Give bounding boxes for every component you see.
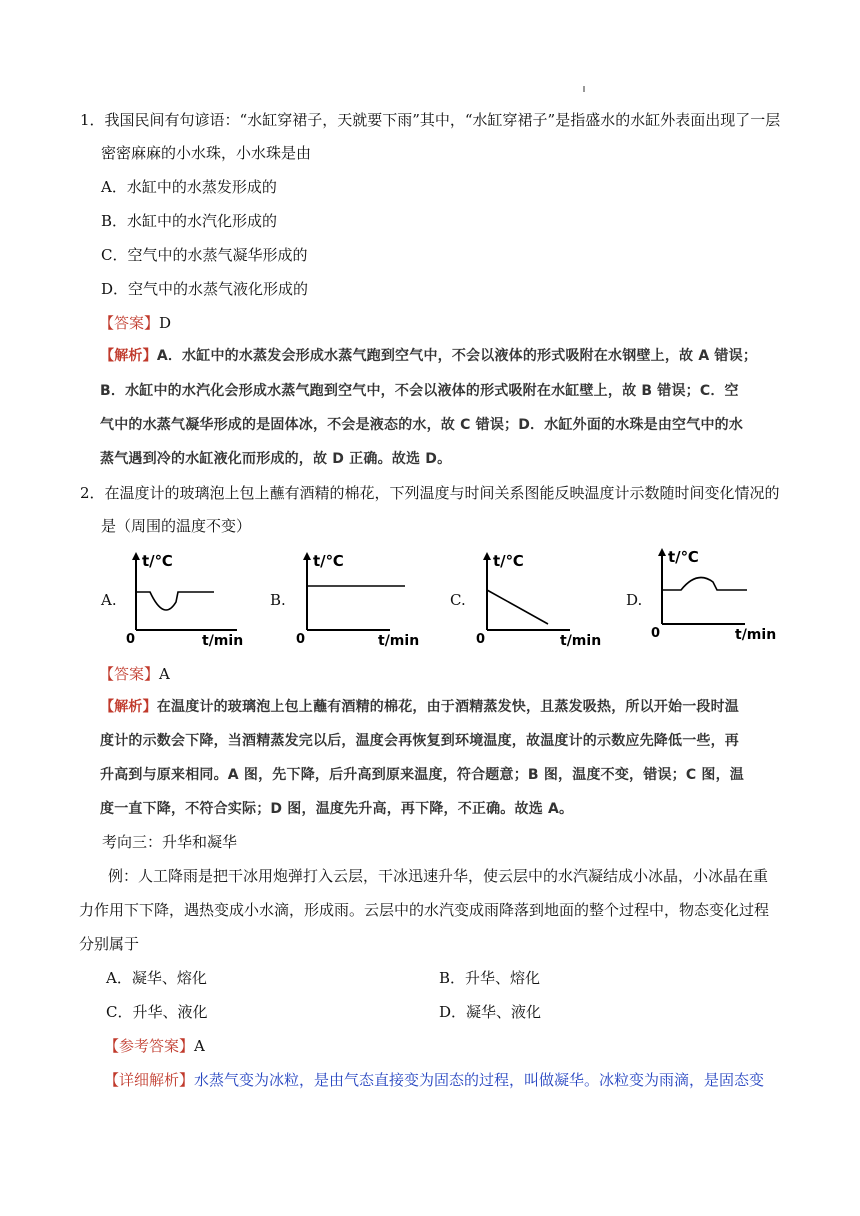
q2-analysis-line4: 度一直下降，不符合实际；D 图，温度先升高，再下降，不正确。故选 A。 (100, 801, 574, 817)
graph-c-y-arrow (483, 552, 491, 560)
example-line1: 例：人工降雨是把干冰用炮弹打入云层，干冰迅速升华，使云层中的水汽凝结成小冰晶，小冰晶在重 (108, 867, 769, 885)
q2-graph-b (290, 548, 430, 648)
section-title: 考向三：升华和凝华 (102, 833, 238, 851)
example-line3: 分别属于 (79, 935, 140, 953)
graph-c-curve (487, 590, 548, 624)
q1-analysis-text-1: A．水缸中的水蒸发会形成水蒸气跑到空气中，不会以液体的形式吸附在水钢壁上，故 A 错误； (156, 348, 758, 364)
graph-d-y-arrow (658, 548, 666, 556)
graph-d-xlabel: t/min (735, 627, 777, 643)
q1-analysis-line4: 蒸气遇到冷的水缸液化而形成的，故 D 正确。故选 D。 (100, 451, 452, 467)
detailed-analysis-text: 水蒸气变为冰粒，是由气态直接变为固态的过程，叫做凝华。冰粒变为雨滴，是固态变 (194, 1071, 765, 1089)
q1-stem-line1 (80, 110, 780, 130)
q1-option-a: A．水缸中的水蒸发形成的 (101, 178, 277, 196)
q2-answer-value: A (159, 665, 170, 683)
graph-c-ylabel: t/℃ (493, 552, 524, 570)
q1-answer-tag: 【答案】 (99, 314, 160, 332)
graph-d-curve (662, 578, 747, 591)
graph-b-ylabel: t/℃ (313, 552, 344, 570)
q2-analysis-text-1: 在温度计的玻璃泡上包上蘸有酒精的棉花，由于酒精蒸发快，且蒸发吸热，所以开始一段时温 (156, 699, 740, 715)
q2-analysis-line3: 升高到与原来相同。A 图，先下降，后升高到原来温度，符合题意；B 图，温度不变，错误；C 图，温 (100, 767, 744, 783)
q1-option-d: D．空气中的水蒸气液化形成的 (101, 280, 309, 298)
graph-b-origin: 0 (296, 632, 306, 647)
q1-answer-value: D (159, 314, 172, 332)
example-option-a: A．凝华、熔化 (106, 969, 207, 987)
example-option-b: B．升华、熔化 (439, 969, 541, 987)
q2-analysis-line2: 度计的示数会下降，当酒精蒸发完以后，温度会再恢复到环境温度，故温度计的示数应先降低一些，再 (100, 733, 739, 749)
reference-answer-value: A (194, 1037, 205, 1055)
q1-analysis-line2: B．水缸中的水汽化会形成水蒸气跑到空气中，不会以液体的形式吸附在水缸壁上，故 B 错误；C．空 (100, 383, 739, 399)
q1-option-c: C．空气中的水蒸气凝华形成的 (101, 246, 308, 264)
q1-option-b: B．水缸中的水汽化形成的 (101, 212, 278, 230)
q1-number: 1． (80, 111, 105, 129)
q2-analysis-line1 (100, 697, 739, 717)
q1-analysis-tag: 【解析】 (100, 348, 157, 364)
q2-graph-a-letter: A. (101, 591, 117, 609)
q1-stem-text: 我国民间有句谚语：“水缸穿裙子，天就要下雨”其中，“水缸穿裙子”是指盛水的水缸外表面出现了一层 (104, 111, 781, 129)
q2-graph-c (470, 548, 610, 648)
graph-b-y-arrow (303, 552, 311, 560)
q2-graph-d (645, 544, 785, 644)
detailed-analysis (104, 1070, 764, 1090)
q2-graph-a (122, 548, 257, 648)
example-option-c: C．升华、液化 (106, 1003, 208, 1021)
graph-c-origin: 0 (476, 632, 486, 647)
q1-analysis-line1 (100, 346, 757, 366)
q2-answer-tag: 【答案】 (99, 665, 160, 683)
graph-a-origin: 0 (126, 632, 136, 647)
q2-number: 2． (80, 484, 105, 502)
q1-analysis-line3: 气中的水蒸气凝华形成的是固体冰，不会是液态的水，故 C 错误；D．水缸外面的水珠是由空气中的水 (100, 417, 744, 433)
q2-graph-c-letter: C. (450, 591, 466, 609)
graph-a-ylabel: t/℃ (142, 552, 173, 570)
detailed-analysis-tag: 【详细解析】 (104, 1071, 195, 1089)
q2-stem-line1 (80, 483, 780, 503)
q2-graph-b-letter: B. (270, 591, 286, 609)
example-line2: 力作用下下降，遇热变成小水滴，形成雨。云层中的水汽变成雨降落到地面的整个过程中，物态变化过程 (79, 901, 770, 919)
header-mark (583, 86, 585, 92)
graph-b-xlabel: t/min (378, 633, 420, 648)
graph-c-xlabel: t/min (560, 633, 602, 648)
q1-answer (99, 313, 171, 333)
graph-d-origin: 0 (651, 626, 661, 641)
q2-graph-d-letter: D. (626, 591, 643, 609)
reference-answer-tag: 【参考答案】 (104, 1037, 195, 1055)
q2-answer (99, 664, 170, 684)
q2-analysis-tag: 【解析】 (100, 699, 157, 715)
graph-d-ylabel: t/℃ (668, 548, 699, 566)
graph-a-curve (136, 592, 214, 610)
graph-a-y-arrow (132, 552, 140, 560)
reference-answer (104, 1036, 205, 1056)
graph-a-xlabel: t/min (202, 633, 244, 648)
q2-stem-text: 在温度计的玻璃泡上包上蘸有酒精的棉花，下列温度与时间关系图能反映温度计示数随时间变化情况的 (104, 484, 780, 502)
q2-stem-line2: 是（周围的温度不变） (101, 517, 252, 535)
example-option-d: D．凝华、液化 (439, 1003, 542, 1021)
q1-stem-line2: 密密麻麻的小水珠，小水珠是由 (101, 144, 312, 162)
